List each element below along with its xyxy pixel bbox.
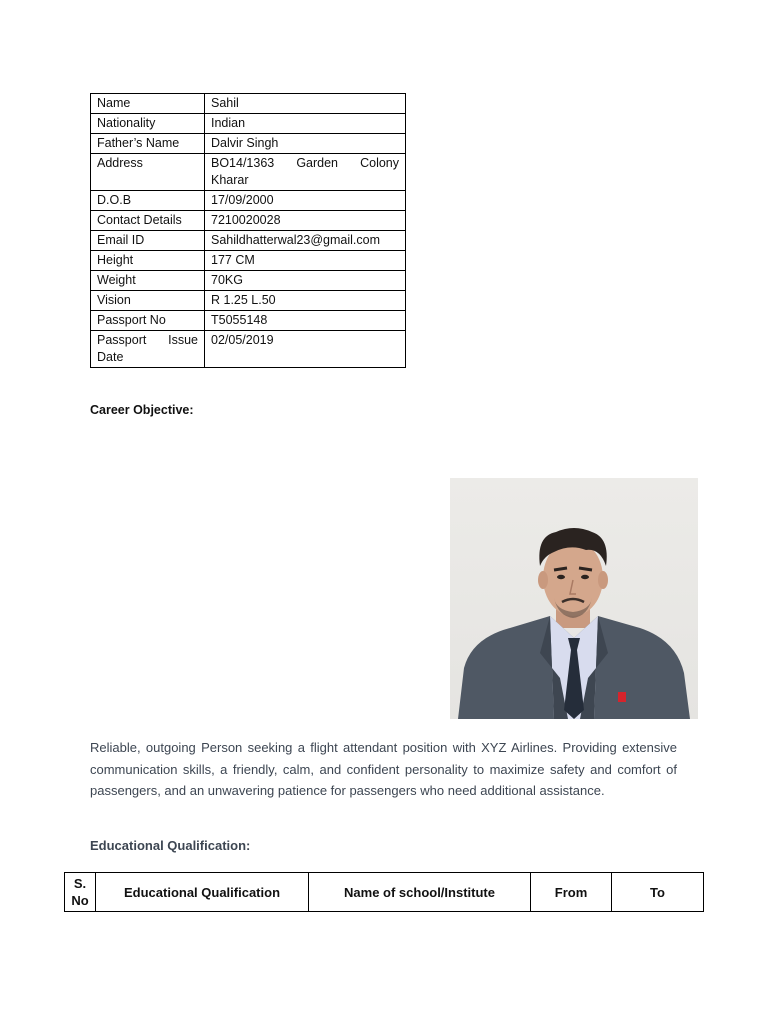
table-row [91, 271, 406, 291]
col-institute: Name of school/Institute [309, 873, 531, 912]
label-line-2: Date [97, 350, 124, 364]
col-from: From [531, 873, 612, 912]
value-name: Sahil [205, 94, 406, 114]
value-email: Sahildhatterwal23@gmail.com [205, 231, 406, 251]
label-dob: D.O.B [91, 191, 205, 211]
profile-photo [450, 478, 698, 719]
career-objective-heading: Career Objective: [90, 403, 194, 417]
personal-details-table [90, 93, 406, 368]
label-vision: Vision [91, 291, 205, 311]
table-row [91, 114, 406, 134]
table-header-row [65, 873, 704, 912]
table-row [91, 211, 406, 231]
value-contact: 7210020028 [205, 211, 406, 231]
value-fathers-name: Dalvir Singh [205, 134, 406, 154]
table-row [91, 231, 406, 251]
value-nationality: Indian [205, 114, 406, 134]
label-height: Height [91, 251, 205, 271]
table-row [91, 291, 406, 311]
table-row [91, 134, 406, 154]
portrait-illustration [450, 478, 698, 719]
label-name: Name [91, 94, 205, 114]
label-nationality: Nationality [91, 114, 205, 134]
value-dob: 17/09/2000 [205, 191, 406, 211]
col-to: To [612, 873, 704, 912]
table-row [91, 331, 406, 368]
col-qualification: Educational Qualification [96, 873, 309, 912]
table-row [91, 251, 406, 271]
address-line-1: BO14/1363 Garden Colony [211, 156, 399, 170]
address-line-2: Kharar [211, 173, 249, 187]
education-table [64, 872, 704, 912]
table-row [91, 191, 406, 211]
value-address [205, 154, 406, 191]
value-vision: R 1.25 L.50 [205, 291, 406, 311]
label-passport-issue-date [91, 331, 205, 368]
label-email: Email ID [91, 231, 205, 251]
label-fathers-name: Father’s Name [91, 134, 205, 154]
career-objective-text: Reliable, outgoing Person seeking a flight attendant position with XYZ Airlines. Providing extensive communication skills, a friendly, calm, and confident personality to maximize safety and comfort of passengers, and an unwavering patience for passengers who need additional assistance. [90, 740, 677, 798]
value-passport-no: T5055148 [205, 311, 406, 331]
label-contact: Contact Details [91, 211, 205, 231]
label-weight: Weight [91, 271, 205, 291]
label-line-1: Passport Issue [97, 333, 198, 347]
col-sno: S. No [65, 873, 96, 912]
table-row [91, 311, 406, 331]
value-passport-issue-date: 02/05/2019 [205, 331, 406, 368]
table-row [91, 94, 406, 114]
table-row [91, 154, 406, 191]
value-height: 177 CM [205, 251, 406, 271]
education-heading: Educational Qualification: [90, 838, 251, 853]
value-weight: 70KG [205, 271, 406, 291]
label-passport-no: Passport No [91, 311, 205, 331]
label-address: Address [91, 154, 205, 191]
